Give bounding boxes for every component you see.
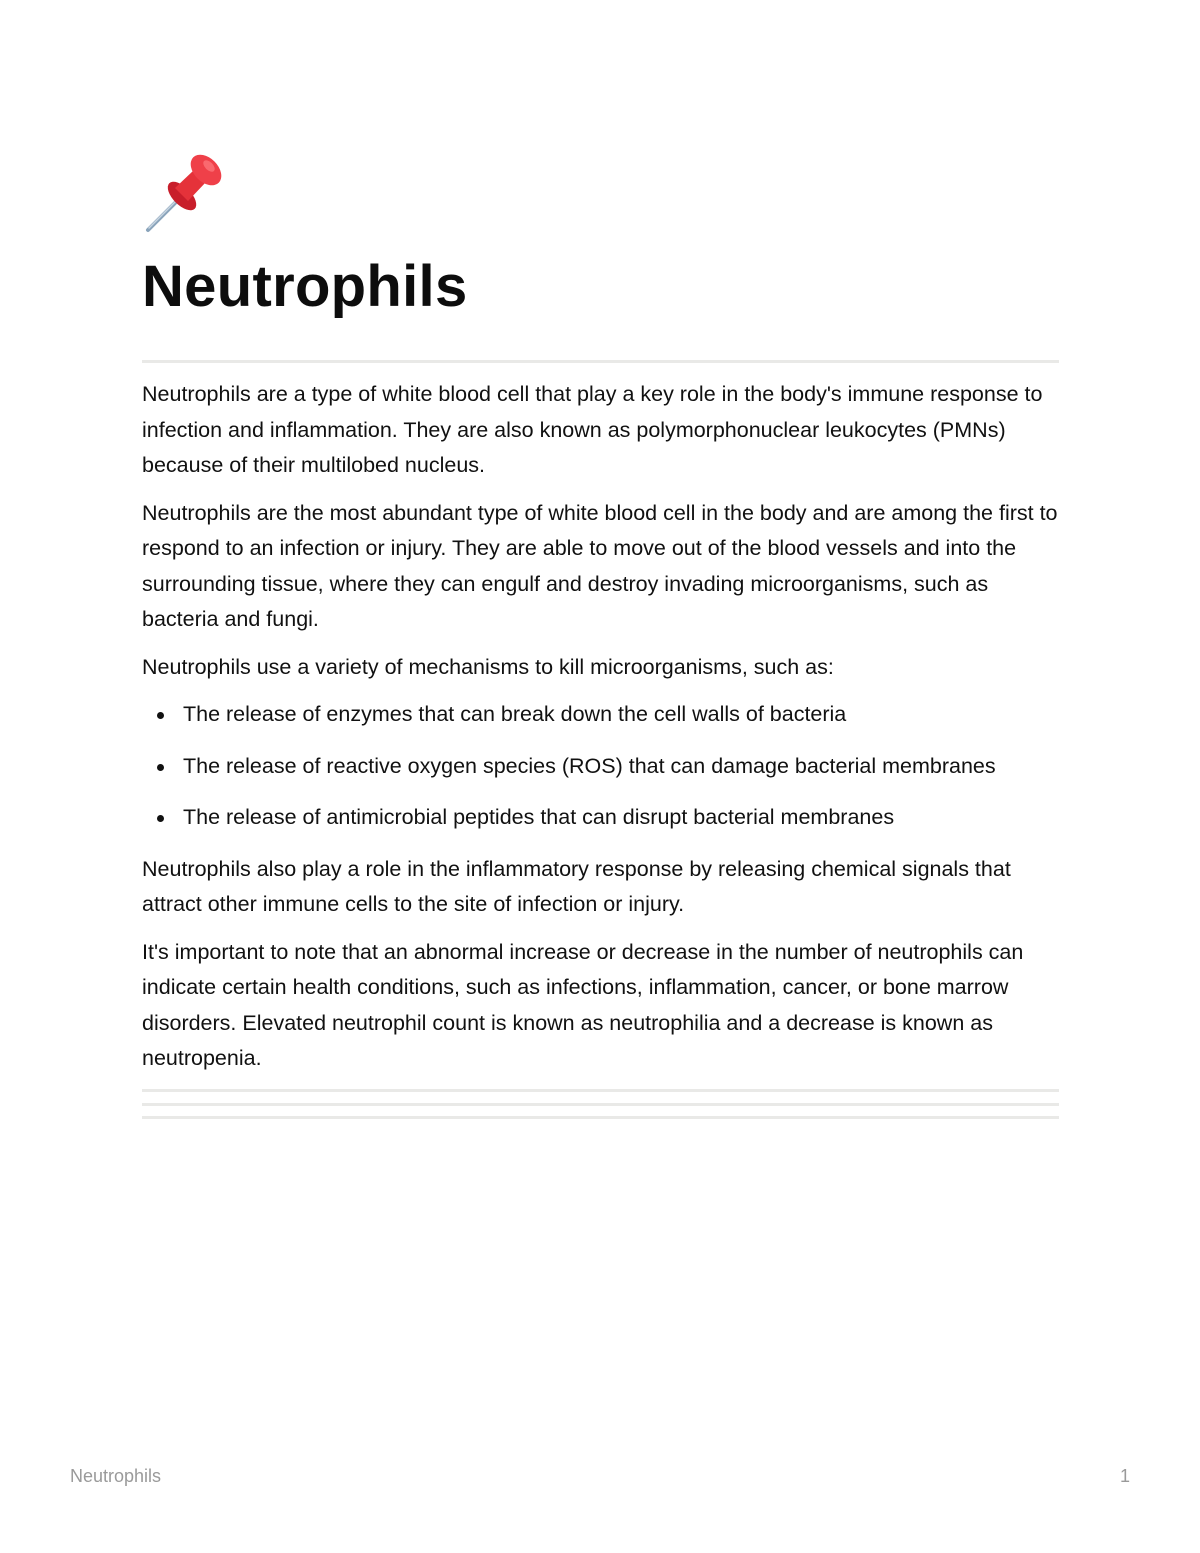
- divider: [142, 1103, 1059, 1106]
- document-content: [142, 150, 1059, 1119]
- list-item-text: The release of antimicrobial peptides that can disrupt bacterial membranes: [183, 805, 895, 829]
- pushpin-icon: [142, 150, 226, 234]
- page-number: 1: [1119, 1466, 1130, 1486]
- footer-title: Neutrophils: [70, 1466, 162, 1486]
- paragraph: Neutrophils use a variety of mechanisms to kill microorganisms, such as:: [142, 654, 834, 679]
- list-item-text: The release of enzymes that can break down the cell walls of bacteria: [183, 702, 847, 726]
- page-title: Neutrophils: [142, 254, 468, 319]
- paragraph: Neutrophils are the most abundant type of white blood cell in the body and are among the first to respond to an infection or injury. They are able to move out of the blood vessels and into the surrounding tissue, where they can engulf and destroy invading microorganisms, such as bacteria and fungi.: [142, 500, 1058, 631]
- divider: [142, 1116, 1059, 1119]
- divider: [142, 1089, 1059, 1092]
- paragraph: Neutrophils are a type of white blood cell that play a key role in the body's immune response to infection and inflammation. They are also known as polymorphonuclear leukocytes (PMNs) because of their multilobed nucleus.: [142, 382, 1043, 477]
- title-divider: [142, 360, 1059, 363]
- bullet-icon: [157, 764, 164, 771]
- list-item: [142, 749, 1059, 785]
- list-item: [142, 800, 1059, 836]
- bullet-icon: [157, 815, 164, 822]
- document-body: [142, 377, 1059, 1077]
- paragraph: It's important to note that an abnormal increase or decrease in the number of neutrophils can indicate certain health conditions, such as infections, inflammation, cancer, or bone marrow disorders. Elevated neutrophil count is known as neutrophilia and a decrease is known as neutropenia.: [142, 939, 1024, 1070]
- mechanism-list: [142, 697, 1059, 836]
- list-item: [142, 697, 1059, 733]
- paragraph: Neutrophils also play a role in the inflammatory response by releasing chemical signals that attract other immune cells to the site of infection or injury.: [142, 856, 1011, 916]
- list-item-text: The release of reactive oxygen species (ROS) that can damage bacterial membranes: [183, 753, 996, 778]
- bullet-icon: [157, 712, 164, 719]
